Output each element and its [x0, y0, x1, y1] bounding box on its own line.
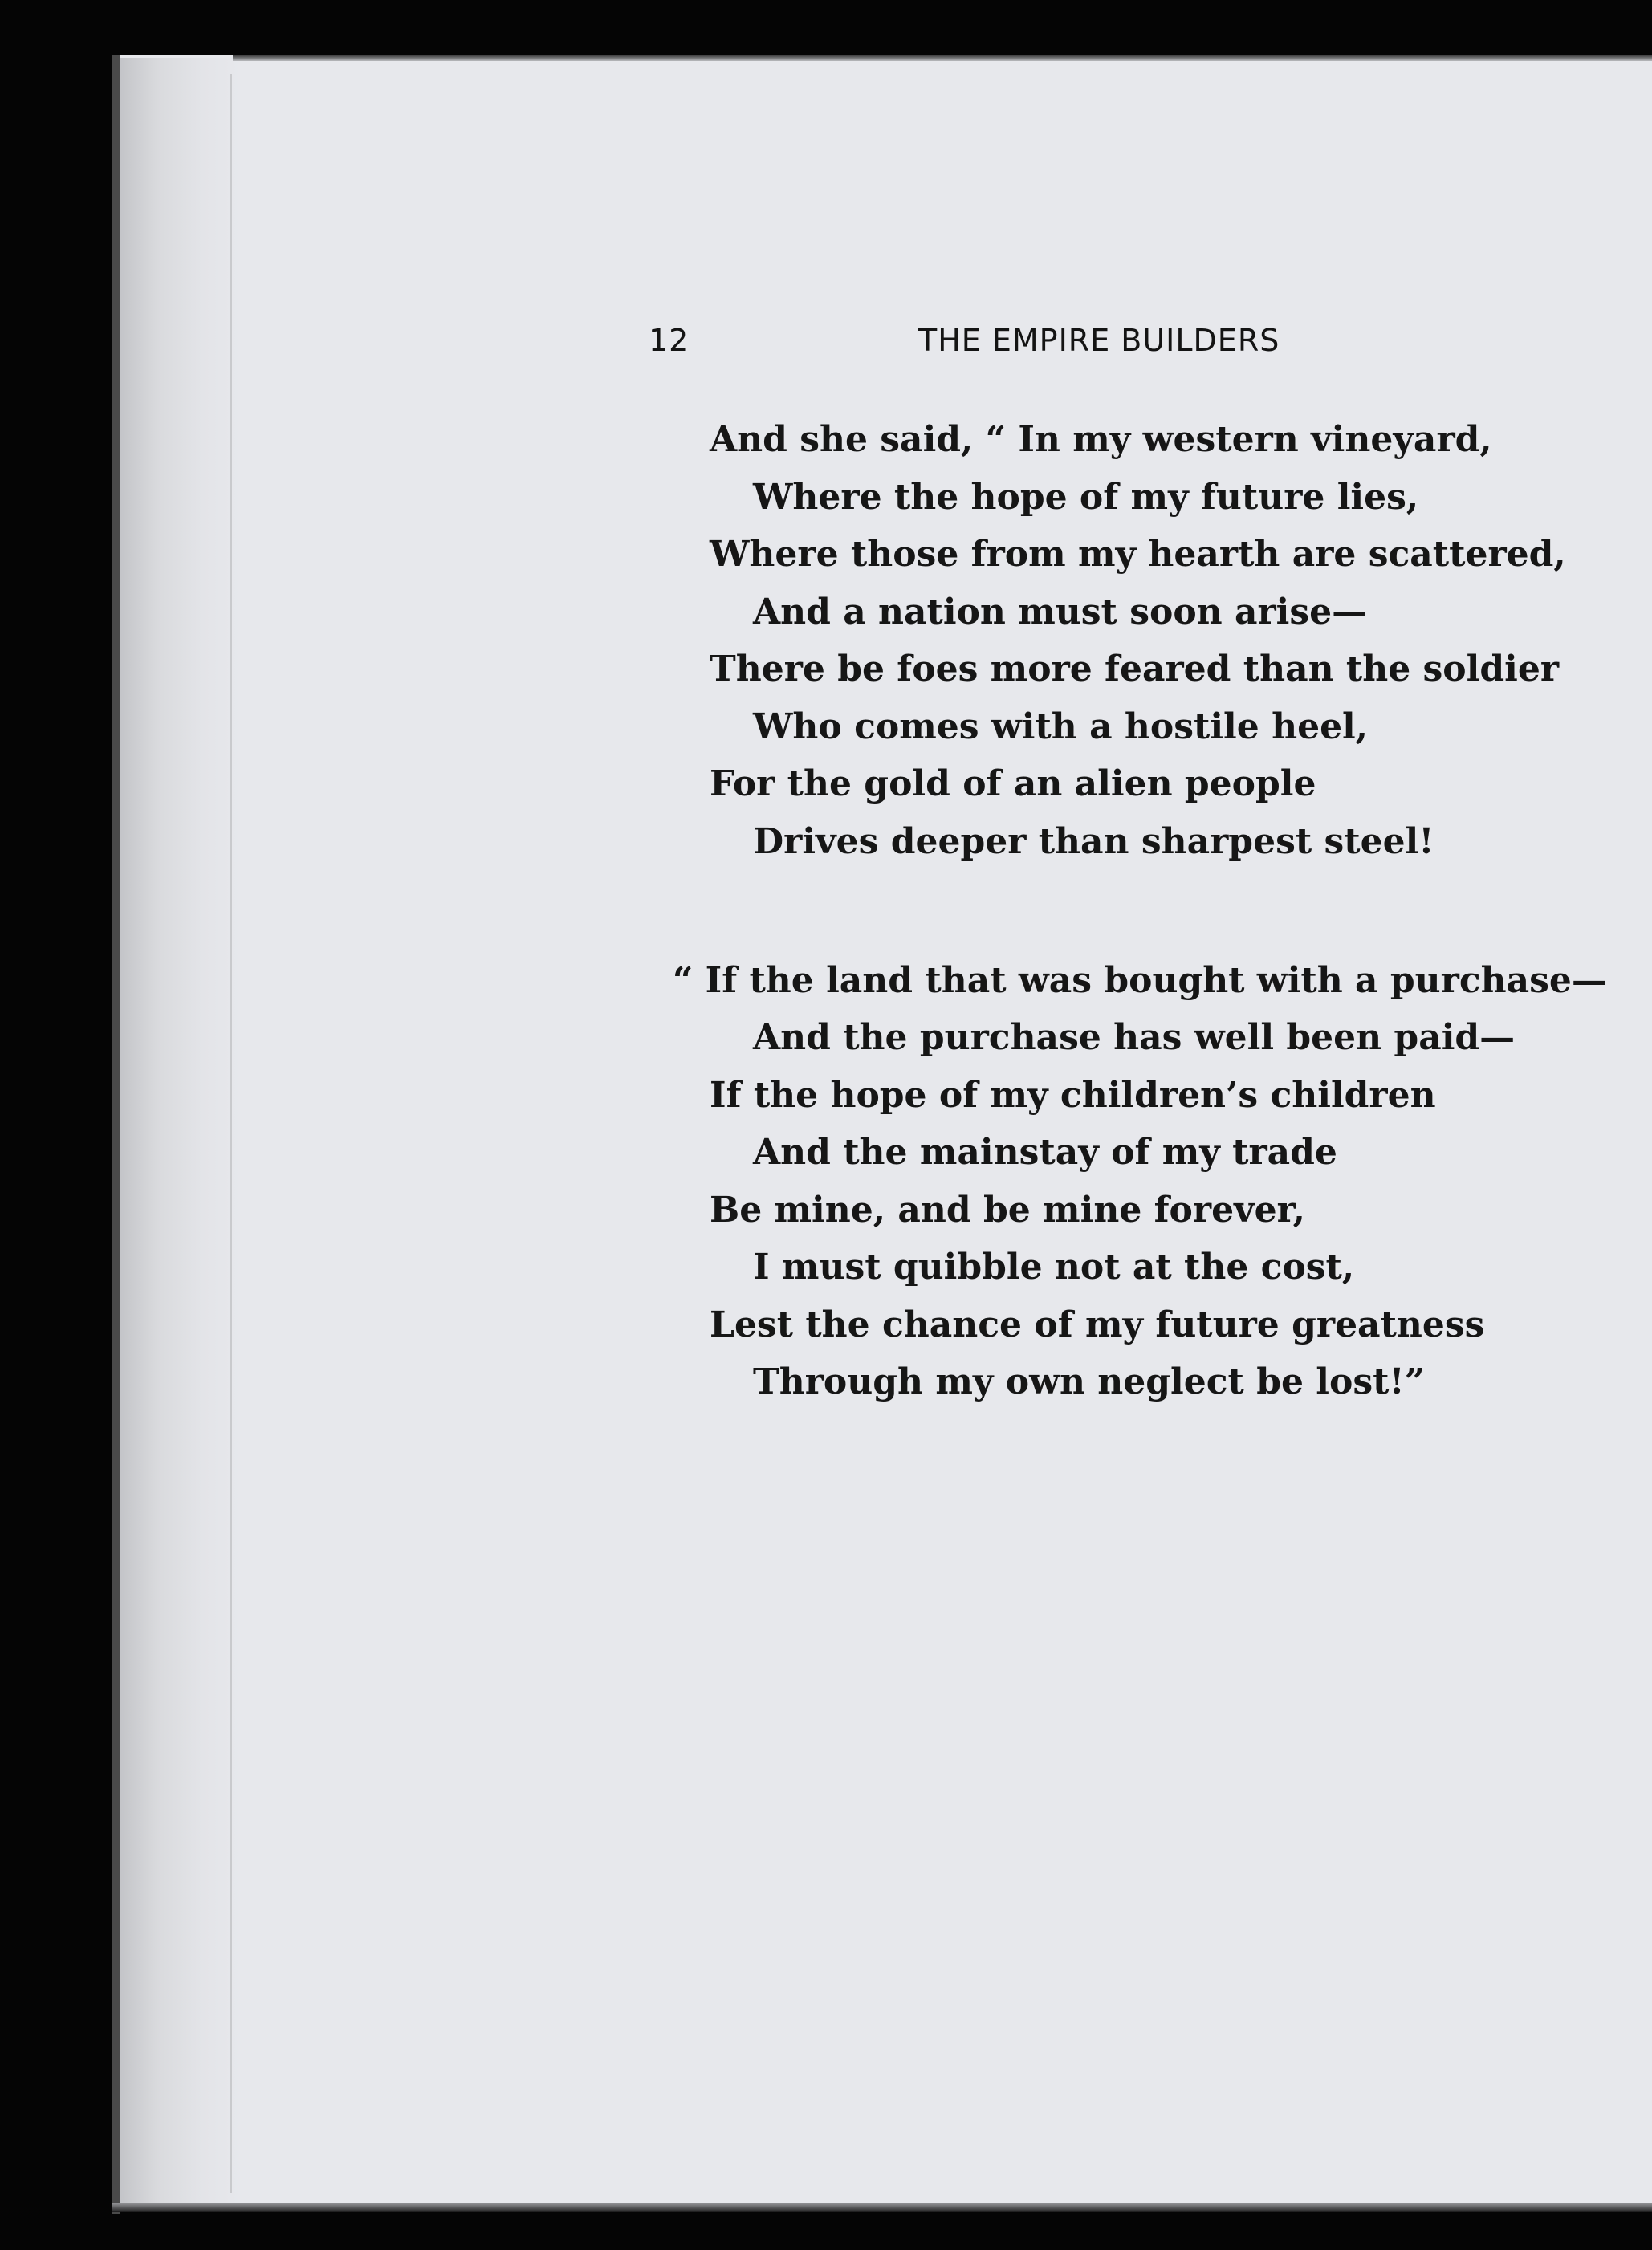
poem-line: Where the hope of my future lies, [753, 477, 1419, 518]
poem-line: Be mine, and be mine forever, [710, 1190, 1305, 1231]
page-number: 12 [649, 323, 690, 358]
poem-line: “ If the land that was bought with a purchase— [673, 960, 1607, 1001]
poem-line: Where those from my hearth are scattered, [710, 534, 1566, 575]
poem-line: I must quibble not at the cost, [753, 1247, 1355, 1288]
poem-line: If the hope of my children’s children [710, 1075, 1436, 1116]
poem-line: And the mainstay of my trade [753, 1132, 1337, 1173]
running-title: THE EMPIRE BUILDERS [918, 323, 1280, 358]
poem-line: For the gold of an alien people [710, 763, 1316, 804]
poem-line: And a nation must soon arise— [753, 592, 1368, 633]
poem-line: And the purchase has well been paid— [753, 1017, 1516, 1058]
poem-line: And she said, “ In my western vineyard, [710, 419, 1492, 460]
poem-line: Drives deeper than sharpest steel! [753, 821, 1434, 862]
poem-line: There be foes more feared than the soldier [710, 649, 1559, 690]
poem-line: Through my own neglect be lost!” [753, 1361, 1426, 1402]
poem-line: Who comes with a hostile heel, [753, 706, 1369, 747]
poem-line: Lest the chance of my future greatness [710, 1304, 1485, 1345]
